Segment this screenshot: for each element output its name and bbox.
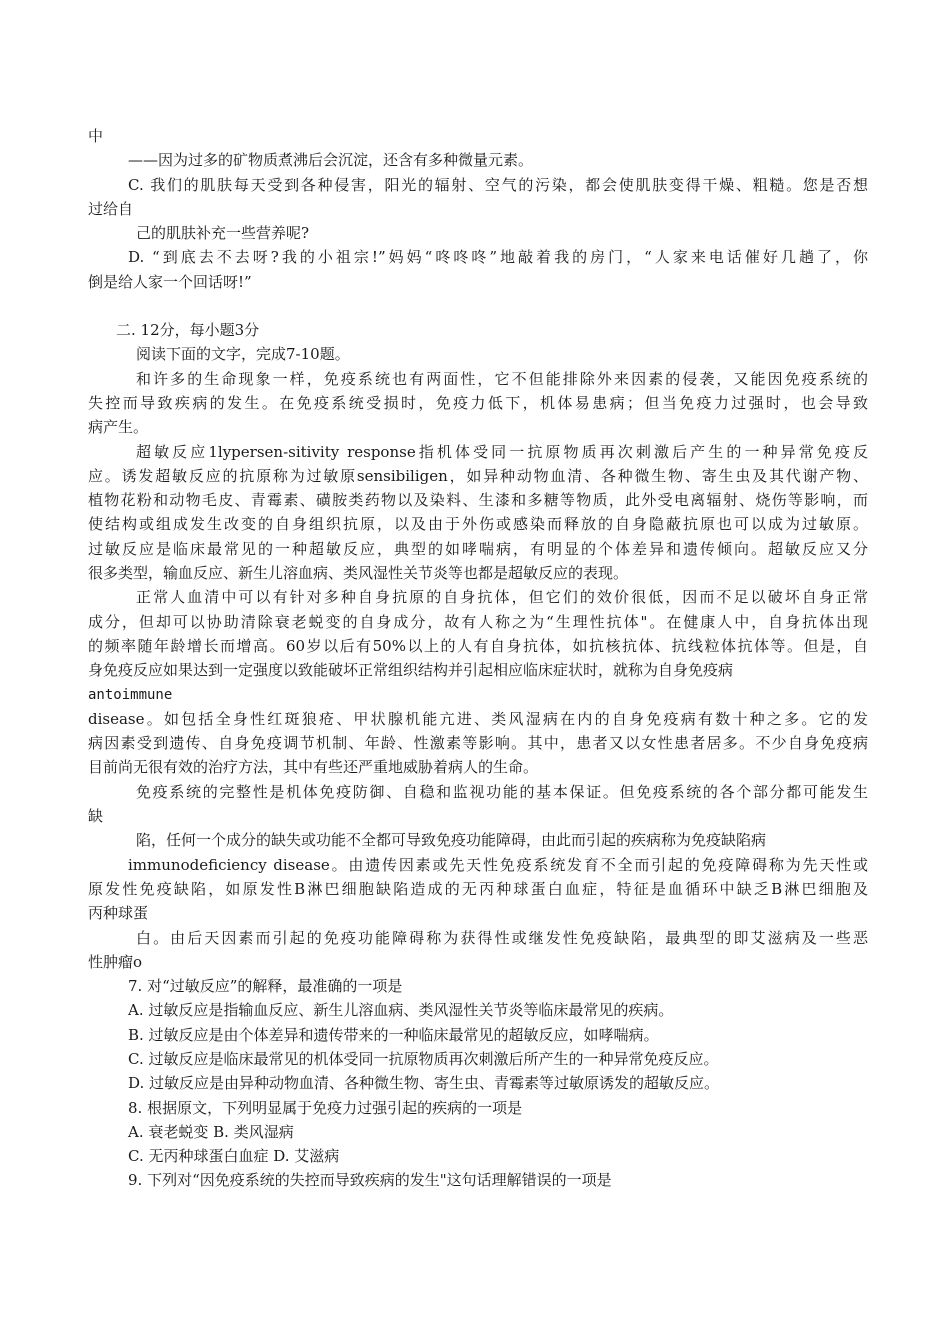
text-line: A. 衰老蜕变 B. 类风湿病 bbox=[128, 1122, 294, 1141]
text-line: 病产生。 bbox=[88, 418, 149, 437]
document-text-column bbox=[88, 124, 868, 1193]
text-line: 7. 对“过敏反应”的解释，最准确的一项是 bbox=[128, 977, 403, 996]
text-line: A. 过敏反应是指输血反应、新生儿溶血病、类风湿性关节炎等临床最常见的疾病。 bbox=[128, 1001, 674, 1020]
text-line: 白。由后天因素而引起的免疫功能障碍称为获得性或继发性免疫缺陷，最典型的即艾滋病及一些恶 bbox=[136, 928, 868, 947]
text-line: 身免疫反应如果达到一定强度以致能破坏正常组织结构并引起相应临床症状时，就称为自身免疫病 bbox=[88, 661, 734, 680]
text-line: 病因素受到遗传、自身免疫调节机制、年龄、性激素等影响。其中，患者又以女性患者居多。不少自身免疫病 bbox=[88, 734, 868, 753]
text-line: 目前尚无很有效的治疗方法，其中有些还严重地威胁着病人的生命。 bbox=[88, 758, 539, 777]
text-line: 己的肌肤补充一些营养呢? bbox=[136, 224, 310, 243]
text-line: 和许多的生命现象一样，免疫系统也有两面性，它不但能排除外来因素的侵袭，又能因免疫系统的 bbox=[136, 369, 868, 388]
text-line: ——因为过多的矿物质煮沸后会沉淀，还含有多种微量元素。 bbox=[128, 151, 534, 170]
text-line: D. “到底去不去呀?我的小祖宗!”妈妈“咚咚咚”地敲着我的房门，“人家来电话催好几趟了，你 bbox=[128, 248, 868, 267]
text-line: antoimmune bbox=[88, 686, 173, 703]
text-line: C. 我们的肌肤每天受到各种侵害，阳光的辐射、空气的污染，都会使肌肤变得干燥、粗糙。您是否想 bbox=[128, 175, 868, 194]
text-line: 应。诱发超敏反应的抗原称为过敏原sensibiligen，如异种动物血清、各种微生物、寄生虫及其代谢产物、 bbox=[88, 466, 868, 485]
text-line: 过给自 bbox=[88, 199, 134, 218]
text-line: C. 过敏反应是临床最常见的机体受同一抗原物质再次刺激后所产生的一种异常免疫反应。 bbox=[128, 1049, 719, 1068]
text-line: 阅读下面的文字，完成7-10题。 bbox=[136, 345, 350, 364]
text-line: 失控而导致疾病的发生。在免疫系统受损时，免疫力低下，机体易患病；但当免疫力过强时，也会导致 bbox=[88, 393, 868, 412]
text-line: 8. 根据原文，下列明显属于免疫力过强引起的疾病的一项是 bbox=[128, 1098, 523, 1117]
text-line: D. 过敏反应是由异种动物血清、各种微生物、寄生虫、青霉素等过敏原诱发的超敏反应。 bbox=[128, 1074, 720, 1093]
text-line: 倒是给人家一个回话呀!” bbox=[88, 272, 252, 291]
text-line: 植物花粉和动物毛皮、青霉素、磺胺类药物以及染料、生漆和多糖等物质，此外受电离辐射、烧伤等影响，而 bbox=[88, 491, 868, 510]
blank-line bbox=[88, 294, 868, 318]
text-line: 的频率随年龄增长而增高。60岁以后有50%以上的人有自身抗体，如抗核抗体、抗线粒体抗体等。但是，自 bbox=[88, 636, 868, 655]
text-line: immunodeficiency disease。由遗传因素或先天性免疫系统发育不全而引起的免疫障碍称为先天性或 bbox=[128, 855, 868, 874]
text-line: 正常人血清中可以有针对多种自身抗原的自身抗体，但它们的效价很低，因而不足以破坏自身正常 bbox=[136, 588, 868, 607]
text-line: 陷，任何一个成分的缺失或功能不全都可导致免疫功能障碍，由此而引起的疾病称为免疫缺陷病 bbox=[136, 831, 767, 850]
text-line: 很多类型，输血反应、新生儿溶血病、类风湿性关节炎等也都是超敏反应的表现。 bbox=[88, 564, 629, 583]
text-line: 免疫系统的完整性是机体免疫防御、自稳和监视功能的基本保证。但免疫系统的各个部分都可能发生 bbox=[136, 782, 868, 801]
text-line: 缺 bbox=[88, 807, 104, 826]
text-line: 性肿瘤o bbox=[88, 952, 143, 971]
text-line: 成分，但却可以协助清除衰老蜕变的自身成分，故有人称之为“生理性抗体"。在健康人中，自身抗体出现 bbox=[88, 612, 868, 631]
text-line: 二. 12分，每小题3分 bbox=[116, 321, 260, 340]
text-line: 9. 下列对“因免疫系统的失控而导致疾病的发生"这句话理解错误的一项是 bbox=[128, 1171, 612, 1190]
text-line: C. 无丙种球蛋白血症 D. 艾滋病 bbox=[128, 1147, 340, 1166]
text-line: B. 过敏反应是由个体差异和遗传带来的一种临床最常见的超敏反应，如哮喘病。 bbox=[128, 1025, 659, 1044]
text-line: 原发性免疫缺陷，如原发性B淋巴细胞缺陷造成的无丙种球蛋白血症，特征是血循环中缺乏B淋巴细胞及 bbox=[88, 879, 868, 898]
text-line: disease。如包括全身性红斑狼疮、甲状腺机能亢进、类风湿病在内的自身免疫病有数十种之多。它的发 bbox=[88, 709, 868, 728]
text-line: 使结构或组成发生改变的自身组织抗原，以及由于外伤或感染而释放的自身隐蔽抗原也可以成为过敏原。 bbox=[88, 515, 868, 534]
text-line: 过敏反应是临床最常见的一种超敏反应，典型的如哮喘病，有明显的个体差异和遗传倾向。超敏反应又分 bbox=[88, 539, 868, 558]
text-line: 丙种球蛋 bbox=[88, 904, 149, 923]
text-line: 中 bbox=[88, 127, 104, 145]
text-line: 超敏反应1lypersen-sitivity response指机体受同一抗原物质再次刺激后产生的一种异常免疫反 bbox=[136, 442, 868, 461]
